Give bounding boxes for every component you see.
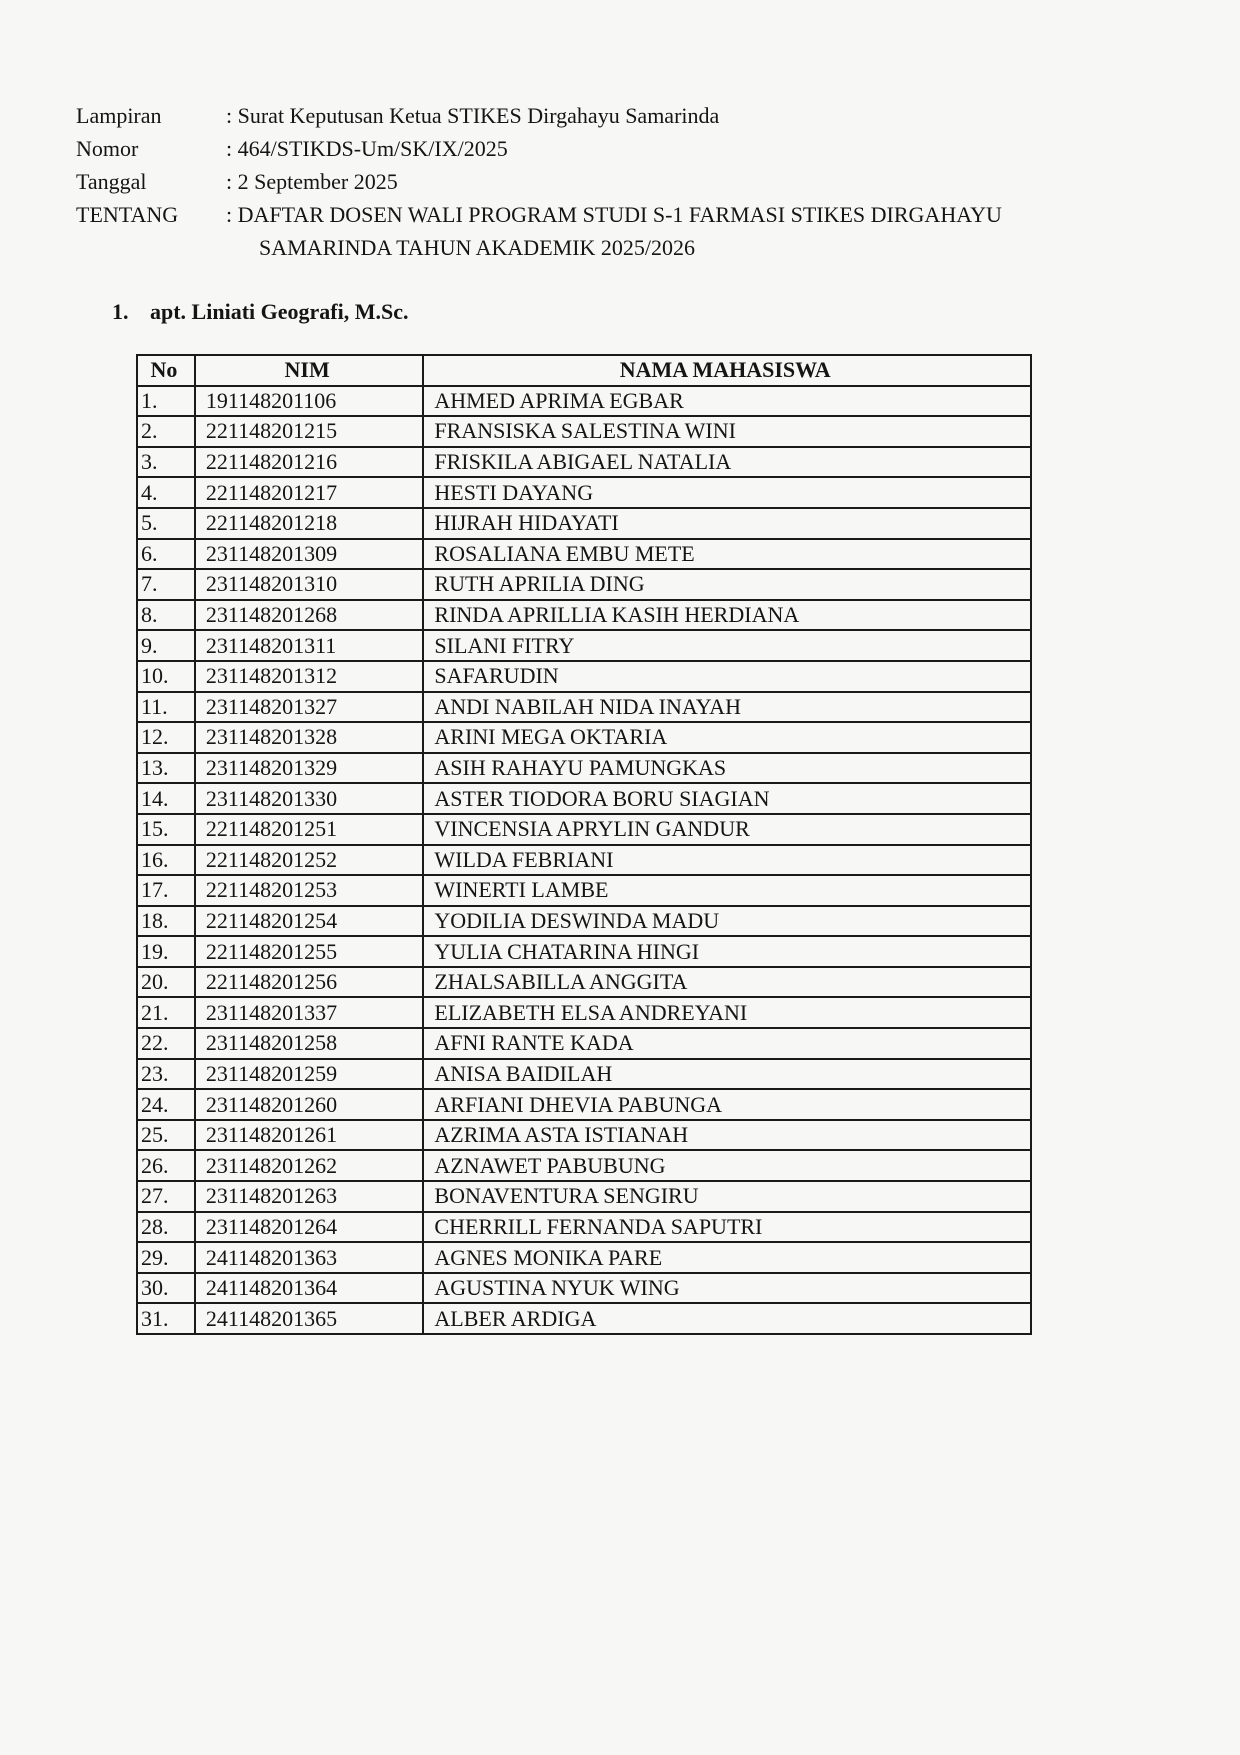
student-nim: 231148201329 (195, 753, 424, 784)
header-value: : DAFTAR DOSEN WALI PROGRAM STUDI S-1 FARMASI STIKES DIRGAHAYU (226, 202, 1002, 227)
row-number: 7. (137, 569, 195, 600)
table-row (137, 967, 1031, 998)
header-value-block (226, 198, 1126, 264)
student-name: ELIZABETH ELSA ANDREYANI (423, 997, 1031, 1028)
row-number: 5. (137, 508, 195, 539)
table-row (137, 477, 1031, 508)
lecturer-heading (112, 299, 408, 325)
student-nim: 221148201217 (195, 477, 424, 508)
row-number: 25. (137, 1120, 195, 1151)
table-body (137, 386, 1031, 1334)
row-number: 17. (137, 875, 195, 906)
student-nim: 231148201327 (195, 692, 424, 723)
student-name: ANISA BAIDILAH (423, 1059, 1031, 1090)
header-value-continuation: SAMARINDA TAHUN AKADEMIK 2025/2026 (259, 235, 696, 260)
student-nim: 221148201215 (195, 416, 424, 447)
student-name: ARINI MEGA OKTARIA (423, 722, 1031, 753)
student-nim: 231148201328 (195, 722, 424, 753)
row-number: 6. (137, 539, 195, 570)
row-number: 20. (137, 967, 195, 998)
header-value: : 2 September 2025 (226, 169, 398, 194)
letter-header (76, 99, 1126, 264)
row-number: 23. (137, 1059, 195, 1090)
student-name: WILDA FEBRIANI (423, 845, 1031, 876)
header-row-lampiran (76, 99, 1126, 132)
row-number: 10. (137, 661, 195, 692)
table-row (137, 416, 1031, 447)
row-number: 11. (137, 692, 195, 723)
row-number: 8. (137, 600, 195, 631)
table-row (137, 569, 1031, 600)
student-nim: 231148201310 (195, 569, 424, 600)
row-number: 30. (137, 1273, 195, 1304)
student-nim: 221148201255 (195, 936, 424, 967)
student-name: YODILIA DESWINDA MADU (423, 906, 1031, 937)
header-label: TENTANG (76, 202, 179, 227)
student-nim: 231148201330 (195, 783, 424, 814)
header-label: Lampiran (76, 103, 162, 128)
row-number: 18. (137, 906, 195, 937)
row-number: 27. (137, 1181, 195, 1212)
student-nim: 231148201268 (195, 600, 424, 631)
table-row (137, 1242, 1031, 1273)
table-row (137, 1059, 1031, 1090)
student-name: AHMED APRIMA EGBAR (423, 386, 1031, 417)
row-number: 1. (137, 386, 195, 417)
student-name: ALBER ARDIGA (423, 1303, 1031, 1334)
row-number: 29. (137, 1242, 195, 1273)
student-name: ASTER TIODORA BORU SIAGIAN (423, 783, 1031, 814)
table-row (137, 386, 1031, 417)
student-name: SAFARUDIN (423, 661, 1031, 692)
student-name: ANDI NABILAH NIDA INAYAH (423, 692, 1031, 723)
student-nim: 221148201251 (195, 814, 424, 845)
table-row (137, 906, 1031, 937)
row-number: 24. (137, 1089, 195, 1120)
row-number: 2. (137, 416, 195, 447)
student-nim: 231148201311 (195, 630, 424, 661)
table-row (137, 661, 1031, 692)
row-number: 21. (137, 997, 195, 1028)
student-name: AZNAWET PABUBUNG (423, 1150, 1031, 1181)
header-row-tanggal (76, 165, 1126, 198)
student-nim: 231148201312 (195, 661, 424, 692)
student-name: ZHALSABILLA ANGGITA (423, 967, 1031, 998)
table-row (137, 845, 1031, 876)
column-header-no: No (137, 355, 195, 386)
student-name: ROSALIANA EMBU METE (423, 539, 1031, 570)
student-nim: 221148201254 (195, 906, 424, 937)
row-number: 9. (137, 630, 195, 661)
table-row (137, 1212, 1031, 1243)
row-number: 4. (137, 477, 195, 508)
student-name: BONAVENTURA SENGIRU (423, 1181, 1031, 1212)
student-nim: 221148201252 (195, 845, 424, 876)
student-name: YULIA CHATARINA HINGI (423, 936, 1031, 967)
header-value: : 464/STIKDS-Um/SK/IX/2025 (226, 136, 508, 161)
student-name: CHERRILL FERNANDA SAPUTRI (423, 1212, 1031, 1243)
header-row-nomor (76, 132, 1126, 165)
student-name: AGNES MONIKA PARE (423, 1242, 1031, 1273)
student-name: AGUSTINA NYUK WING (423, 1273, 1031, 1304)
row-number: 26. (137, 1150, 195, 1181)
table-row (137, 1181, 1031, 1212)
student-nim: 221148201256 (195, 967, 424, 998)
table-header-row (137, 355, 1031, 386)
student-nim: 221148201216 (195, 447, 424, 478)
table-row (137, 997, 1031, 1028)
table-row (137, 692, 1031, 723)
table-row (137, 1028, 1031, 1059)
student-nim: 231148201258 (195, 1028, 424, 1059)
row-number: 22. (137, 1028, 195, 1059)
row-number: 16. (137, 845, 195, 876)
table-row (137, 753, 1031, 784)
student-nim: 231148201259 (195, 1059, 424, 1090)
row-number: 15. (137, 814, 195, 845)
student-nim: 231148201264 (195, 1212, 424, 1243)
table-row (137, 936, 1031, 967)
header-label: Nomor (76, 136, 139, 161)
student-nim: 231148201309 (195, 539, 424, 570)
student-name: FRISKILA ABIGAEL NATALIA (423, 447, 1031, 478)
table-row (137, 447, 1031, 478)
student-nim: 241148201365 (195, 1303, 424, 1334)
student-nim: 221148201218 (195, 508, 424, 539)
column-header-name: NAMA MAHASISWA (423, 355, 1031, 386)
student-nim: 231148201263 (195, 1181, 424, 1212)
table-row (137, 875, 1031, 906)
student-name: ARFIANI DHEVIA PABUNGA (423, 1089, 1031, 1120)
row-number: 3. (137, 447, 195, 478)
table-row (137, 508, 1031, 539)
student-nim: 231148201262 (195, 1150, 424, 1181)
student-name: SILANI FITRY (423, 630, 1031, 661)
row-number: 19. (137, 936, 195, 967)
student-nim: 231148201260 (195, 1089, 424, 1120)
student-nim: 241148201364 (195, 1273, 424, 1304)
student-name: FRANSISKA SALESTINA WINI (423, 416, 1031, 447)
header-value: : Surat Keputusan Ketua STIKES Dirgahayu Samarinda (226, 103, 720, 128)
student-nim: 231148201337 (195, 997, 424, 1028)
student-nim: 241148201363 (195, 1242, 424, 1273)
row-number: 28. (137, 1212, 195, 1243)
table-row (137, 600, 1031, 631)
student-name: ASIH RAHAYU PAMUNGKAS (423, 753, 1031, 784)
student-nim: 231148201261 (195, 1120, 424, 1151)
student-name: AZRIMA ASTA ISTIANAH (423, 1120, 1031, 1151)
student-table (136, 354, 1032, 1335)
student-nim: 191148201106 (195, 386, 424, 417)
student-name: HESTI DAYANG (423, 477, 1031, 508)
table-row (137, 1150, 1031, 1181)
table-row (137, 539, 1031, 570)
student-name: HIJRAH HIDAYATI (423, 508, 1031, 539)
student-name: RINDA APRILLIA KASIH HERDIANA (423, 600, 1031, 631)
row-number: 12. (137, 722, 195, 753)
lecturer-name: apt. Liniati Geografi, M.Sc. (150, 299, 409, 324)
column-header-nim: NIM (195, 355, 424, 386)
table-row (137, 630, 1031, 661)
student-name: WINERTI LAMBE (423, 875, 1031, 906)
lecturer-number: 1. (112, 299, 129, 324)
student-name: RUTH APRILIA DING (423, 569, 1031, 600)
student-nim: 221148201253 (195, 875, 424, 906)
table-row (137, 1303, 1031, 1334)
table-row (137, 722, 1031, 753)
header-label: Tanggal (76, 169, 147, 194)
row-number: 13. (137, 753, 195, 784)
student-name: AFNI RANTE KADA (423, 1028, 1031, 1059)
table-row (137, 783, 1031, 814)
student-name: VINCENSIA APRYLIN GANDUR (423, 814, 1031, 845)
table-row (137, 1089, 1031, 1120)
table-row (137, 814, 1031, 845)
row-number: 14. (137, 783, 195, 814)
table-row (137, 1273, 1031, 1304)
row-number: 31. (137, 1303, 195, 1334)
header-row-tentang (76, 198, 1126, 264)
table-row (137, 1120, 1031, 1151)
